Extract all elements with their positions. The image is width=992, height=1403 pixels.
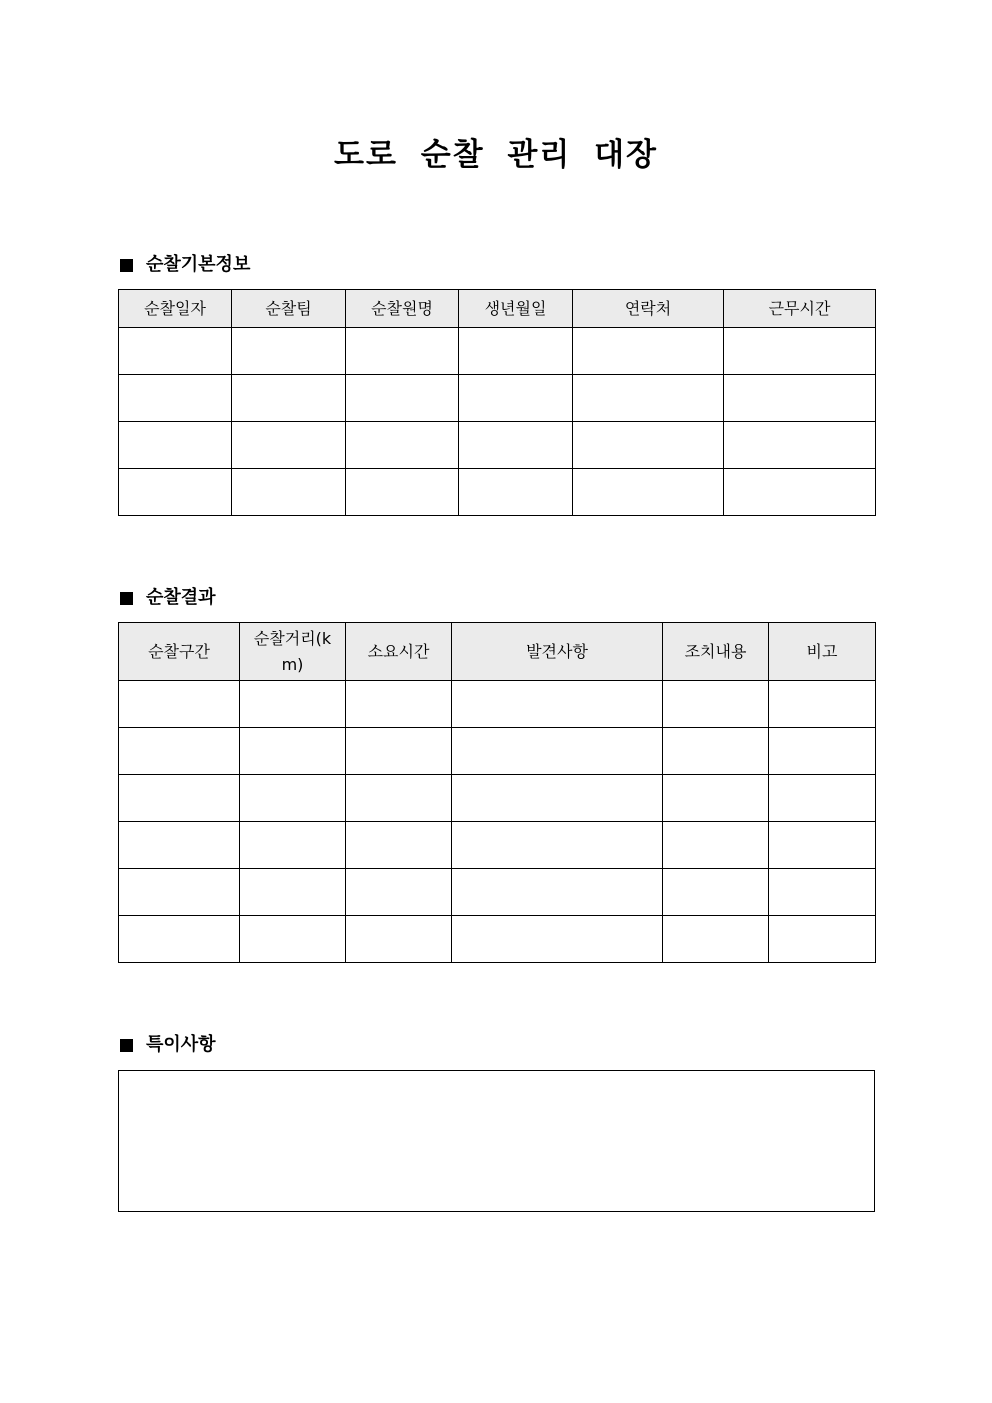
table-cell[interactable] (769, 775, 876, 822)
table-cell[interactable] (232, 375, 346, 422)
square-bullet-icon (120, 259, 133, 272)
table-row (119, 681, 876, 728)
table-cell[interactable] (119, 422, 232, 469)
table-row (119, 916, 876, 963)
section-heading-remarks (118, 1032, 216, 1058)
table-cell[interactable] (459, 375, 573, 422)
table-cell[interactable] (119, 681, 240, 728)
table-row (119, 775, 876, 822)
patrol-results-table (118, 622, 876, 963)
table-cell[interactable] (119, 328, 232, 375)
table-cell[interactable] (452, 681, 663, 728)
section-heading-basic-info (118, 252, 250, 278)
table-cell[interactable] (346, 375, 459, 422)
column-header: 순찰일자 (119, 290, 232, 328)
table-cell[interactable] (459, 469, 573, 516)
table-cell[interactable] (452, 822, 663, 869)
table-row (119, 822, 876, 869)
table-cell[interactable] (663, 822, 769, 869)
table-cell[interactable] (232, 328, 346, 375)
section-heading-label: 순찰기본정보 (146, 254, 251, 275)
table-cell[interactable] (119, 822, 240, 869)
column-header: 연락처 (573, 290, 724, 328)
table-cell[interactable] (573, 328, 724, 375)
table-cell[interactable] (240, 916, 346, 963)
table-cell[interactable] (346, 422, 459, 469)
table-cell[interactable] (573, 375, 724, 422)
table-header-row (119, 290, 876, 328)
table-cell[interactable] (346, 681, 452, 728)
table-cell[interactable] (452, 728, 663, 775)
table-cell[interactable] (769, 916, 876, 963)
table-cell[interactable] (346, 328, 459, 375)
column-header: 비고 (769, 623, 876, 681)
table-cell[interactable] (119, 916, 240, 963)
table-cell[interactable] (240, 869, 346, 916)
table-cell[interactable] (240, 728, 346, 775)
table-cell[interactable] (769, 869, 876, 916)
table-row (119, 469, 876, 516)
table-cell[interactable] (459, 422, 573, 469)
table-cell[interactable] (346, 916, 452, 963)
column-header: 순찰거리(km) (240, 623, 346, 681)
remarks-box[interactable] (118, 1070, 875, 1212)
square-bullet-icon (120, 1039, 133, 1052)
table-cell[interactable] (724, 469, 876, 516)
column-header: 발견사항 (452, 623, 663, 681)
table-cell[interactable] (346, 469, 459, 516)
table-cell[interactable] (240, 775, 346, 822)
table-cell[interactable] (573, 422, 724, 469)
section-heading-label: 순찰결과 (146, 587, 216, 608)
table-cell[interactable] (769, 681, 876, 728)
table-cell[interactable] (119, 869, 240, 916)
square-bullet-icon (120, 592, 133, 605)
table-cell[interactable] (573, 469, 724, 516)
basic-info-table (118, 289, 876, 516)
table-cell[interactable] (452, 775, 663, 822)
table-cell[interactable] (119, 375, 232, 422)
table-header-row (119, 623, 876, 681)
section-heading-results (118, 585, 216, 611)
table-cell[interactable] (459, 328, 573, 375)
column-header: 생년월일 (459, 290, 573, 328)
column-header: 순찰원명 (346, 290, 459, 328)
table-row (119, 328, 876, 375)
table-cell[interactable] (663, 869, 769, 916)
table-row (119, 375, 876, 422)
table-cell[interactable] (119, 728, 240, 775)
table-cell[interactable] (769, 728, 876, 775)
table-cell[interactable] (240, 681, 346, 728)
table-cell[interactable] (724, 422, 876, 469)
table-row (119, 728, 876, 775)
section-heading-label: 특이사항 (146, 1034, 216, 1055)
column-header: 조치내용 (663, 623, 769, 681)
table-cell[interactable] (452, 869, 663, 916)
table-cell[interactable] (232, 422, 346, 469)
table-cell[interactable] (663, 775, 769, 822)
column-header: 순찰팀 (232, 290, 346, 328)
table-row (119, 422, 876, 469)
page-title: 도로 순찰 관리 대장 (334, 137, 658, 173)
table-cell[interactable] (769, 822, 876, 869)
table-cell[interactable] (724, 328, 876, 375)
table-cell[interactable] (724, 375, 876, 422)
table-cell[interactable] (346, 822, 452, 869)
table-cell[interactable] (119, 775, 240, 822)
table-cell[interactable] (119, 469, 232, 516)
table-cell[interactable] (232, 469, 346, 516)
table-row (119, 869, 876, 916)
table-cell[interactable] (663, 916, 769, 963)
table-cell[interactable] (663, 681, 769, 728)
table-cell[interactable] (346, 728, 452, 775)
table-cell[interactable] (663, 728, 769, 775)
table-cell[interactable] (240, 822, 346, 869)
table-cell[interactable] (452, 916, 663, 963)
column-header: 순찰구간 (119, 623, 240, 681)
table-cell[interactable] (346, 869, 452, 916)
table-cell[interactable] (346, 775, 452, 822)
column-header: 근무시간 (724, 290, 876, 328)
column-header: 소요시간 (346, 623, 452, 681)
